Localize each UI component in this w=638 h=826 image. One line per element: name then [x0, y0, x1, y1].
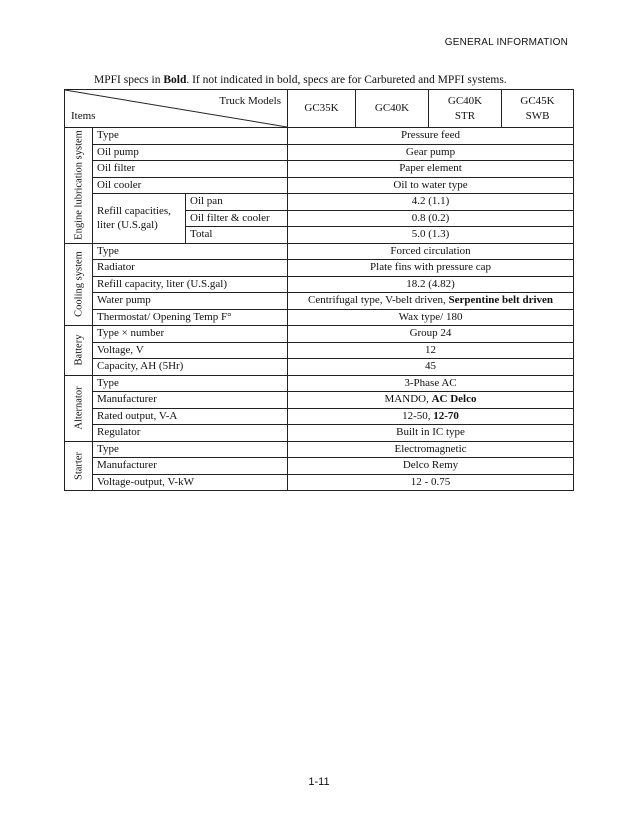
row-label: Type: [93, 441, 288, 458]
row-value: 0.8 (0.2): [288, 210, 574, 227]
table-row: [65, 425, 574, 442]
row-sublabel: Oil pan: [186, 194, 288, 211]
row-value: Paper element: [288, 161, 574, 178]
row-sublabel: Total: [186, 227, 288, 244]
row-label: Refill capacity, liter (U.S.gal): [93, 276, 288, 293]
row-label: Voltage, V: [93, 342, 288, 359]
table-row: [65, 375, 574, 392]
row-label: Type × number: [93, 326, 288, 343]
note-suffix: . If not indicated in bold, specs are for Carbureted and MPFI systems.: [186, 74, 507, 86]
row-value: Oil to water type: [288, 177, 574, 194]
table-row: [65, 392, 574, 409]
table-row: [65, 177, 574, 194]
row-value: 18.2 (4.82): [288, 276, 574, 293]
row-label: Type: [93, 243, 288, 260]
section-header: GENERAL INFORMATION: [444, 37, 568, 48]
row-label: Capacity, AH (5Hr): [93, 359, 288, 376]
row-value: Built in IC type: [288, 425, 574, 442]
row-label: Manufacturer: [93, 458, 288, 475]
row-label: Type: [93, 128, 288, 145]
row-value: Gear pump: [288, 144, 574, 161]
row-label: Regulator: [93, 425, 288, 442]
page-number: 1-11: [308, 776, 330, 788]
model-header: GC40K: [356, 90, 429, 128]
row-value: 12: [288, 342, 574, 359]
table-row: [65, 144, 574, 161]
table-row: [65, 293, 574, 310]
row-value: Centrifugal type, V-belt driven, Serpentine belt driven: [288, 293, 574, 310]
row-value: 3-Phase AC: [288, 375, 574, 392]
table-row: [65, 260, 574, 277]
row-label: Type: [93, 375, 288, 392]
row-value: Group 24: [288, 326, 574, 343]
note-prefix: MPFI specs in: [94, 74, 164, 86]
row-value: Forced circulation: [288, 243, 574, 260]
table-row: [65, 359, 574, 376]
row-value: Delco Remy: [288, 458, 574, 475]
table-row: [65, 326, 574, 343]
table-row: [65, 276, 574, 293]
row-value: Plate fins with pressure cap: [288, 260, 574, 277]
table-row: [65, 128, 574, 145]
model-header: GC35K: [288, 90, 356, 128]
model-header: GC45K SWB: [502, 90, 574, 128]
table-row: [65, 161, 574, 178]
category-starter: Starter: [65, 441, 93, 491]
row-value: Electromagnetic: [288, 441, 574, 458]
row-value: 12 - 0.75: [288, 474, 574, 491]
category-cooling-system: Cooling system: [65, 243, 93, 326]
table-row: [65, 474, 574, 491]
row-value: 4.2 (1.1): [288, 194, 574, 211]
category-alternator: Alternator: [65, 375, 93, 441]
table-row: [65, 458, 574, 475]
row-value: Pressure feed: [288, 128, 574, 145]
note-bold: Bold: [163, 74, 187, 86]
row-label: Oil pump: [93, 144, 288, 161]
row-label: Manufacturer: [93, 392, 288, 409]
table-row: [65, 342, 574, 359]
refill-capacities-label: Refill capacities, liter (U.S.gal): [93, 194, 186, 244]
table-row: [65, 243, 574, 260]
spec-table: [64, 89, 574, 491]
category-battery: Battery: [65, 326, 93, 376]
row-label: Voltage-output, V-kW: [93, 474, 288, 491]
model-header: GC40K STR: [429, 90, 502, 128]
row-label: Oil filter: [93, 161, 288, 178]
row-label: Rated output, V-A: [93, 408, 288, 425]
category-engine-lubrication: Engine lubrication system: [65, 128, 93, 244]
row-sublabel: Oil filter & cooler: [186, 210, 288, 227]
table-header-row: [65, 90, 574, 128]
items-label: Items: [71, 110, 96, 122]
row-label: Radiator: [93, 260, 288, 277]
row-value: 12-50, 12-70: [288, 408, 574, 425]
table-row: [65, 309, 574, 326]
diagonal-header-cell: [65, 90, 288, 128]
row-label: Thermostat/ Opening Temp F°: [93, 309, 288, 326]
row-value: MANDO, AC Delco: [288, 392, 574, 409]
spec-note: [94, 74, 507, 86]
table-row: [65, 194, 574, 211]
truck-models-label: Truck Models: [219, 95, 282, 107]
row-value: 5.0 (1.3): [288, 227, 574, 244]
row-label: Water pump: [93, 293, 288, 310]
row-label: Oil cooler: [93, 177, 288, 194]
row-value: 45: [288, 359, 574, 376]
table-row: [65, 408, 574, 425]
table-row: [65, 441, 574, 458]
row-value: Wax type/ 180: [288, 309, 574, 326]
